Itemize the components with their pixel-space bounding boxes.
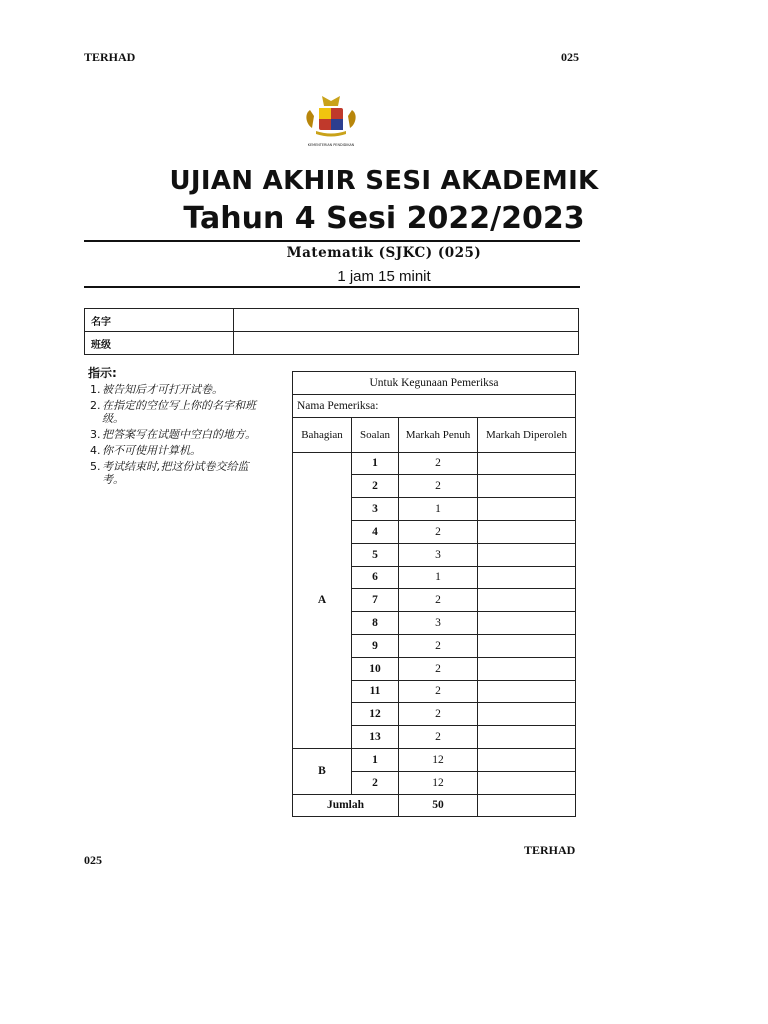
marks-obtained-cell[interactable]	[478, 748, 576, 771]
question-number: 4	[352, 520, 399, 543]
score-row	[293, 452, 576, 475]
col-header-question: Soalan	[352, 417, 399, 452]
marks-obtained-cell[interactable]	[478, 680, 576, 703]
question-number: 3	[352, 498, 399, 521]
marks-obtained-cell[interactable]	[478, 498, 576, 521]
question-number: 6	[352, 566, 399, 589]
student-info-table	[84, 308, 579, 355]
full-marks-cell: 2	[399, 726, 478, 749]
total-obtained-cell[interactable]	[478, 794, 576, 817]
marks-obtained-cell[interactable]	[478, 566, 576, 589]
marks-obtained-cell[interactable]	[478, 726, 576, 749]
question-number: 2	[352, 475, 399, 498]
examiner-name-field[interactable]: Nama Pemeriksa:	[293, 394, 576, 417]
question-number: 8	[352, 612, 399, 635]
total-full-marks: 50	[399, 794, 478, 817]
logo-caption: KEMENTERIAN PENDIDIKAN	[307, 143, 355, 147]
instruction-item: 5. 考试结束时,把这份试卷交给监考。	[90, 460, 249, 486]
col-header-full-marks: Markah Penuh	[399, 417, 478, 452]
examiner-score-table	[292, 371, 576, 817]
marks-obtained-cell[interactable]	[478, 520, 576, 543]
marks-obtained-cell[interactable]	[478, 657, 576, 680]
full-marks-cell: 1	[399, 566, 478, 589]
full-marks-cell: 2	[399, 634, 478, 657]
class-label: 班级	[85, 332, 234, 355]
full-marks-cell: 2	[399, 657, 478, 680]
question-number: 11	[352, 680, 399, 703]
question-number: 1	[352, 452, 399, 475]
instruction-item: 4. 你不可使用计算机。	[90, 444, 201, 457]
score-row	[293, 748, 576, 771]
exam-title: UJIAN AKHIR SESI AKADEMIK	[169, 166, 599, 196]
marks-obtained-cell[interactable]	[478, 612, 576, 635]
question-number: 13	[352, 726, 399, 749]
full-marks-cell: 2	[399, 680, 478, 703]
full-marks-cell: 2	[399, 520, 478, 543]
marks-obtained-cell[interactable]	[478, 703, 576, 726]
question-number: 7	[352, 589, 399, 612]
exam-subject: Matematik (SJKC) (025)	[286, 245, 482, 261]
instructions-list	[90, 383, 260, 489]
full-marks-cell: 1	[399, 498, 478, 521]
full-marks-cell: 2	[399, 703, 478, 726]
instruction-item: 2. 在指定的空位写上你的名字和班级。	[90, 399, 256, 425]
exam-year-session: Tahun 4 Sesi 2022/2023	[183, 201, 585, 236]
full-marks-cell: 12	[399, 771, 478, 794]
question-number: 2	[352, 771, 399, 794]
footer-page-code: 025	[84, 853, 102, 867]
marks-obtained-cell[interactable]	[478, 589, 576, 612]
marks-obtained-cell[interactable]	[478, 543, 576, 566]
full-marks-cell: 2	[399, 475, 478, 498]
question-number: 9	[352, 634, 399, 657]
score-table-title: Untuk Kegunaan Pemeriksa	[293, 372, 576, 395]
question-number: 1	[352, 748, 399, 771]
col-header-section: Bahagian	[293, 417, 352, 452]
divider-top	[84, 240, 580, 242]
class-field[interactable]	[234, 332, 579, 355]
col-header-marks-obtained: Markah Diperoleh	[478, 417, 576, 452]
instruction-item: 3. 把答案写在试题中空白的地方。	[90, 428, 256, 441]
instruction-item: 1. 被告知后才可打开试卷。	[90, 383, 223, 396]
question-number: 12	[352, 703, 399, 726]
full-marks-cell: 2	[399, 589, 478, 612]
full-marks-cell: 2	[399, 452, 478, 475]
question-number: 5	[352, 543, 399, 566]
question-number: 10	[352, 657, 399, 680]
ministry-crest-logo	[302, 94, 360, 148]
divider-bottom	[84, 286, 580, 288]
footer-classification: TERHAD	[524, 843, 576, 857]
score-table-body	[293, 452, 576, 794]
marks-obtained-cell[interactable]	[478, 452, 576, 475]
total-label: Jumlah	[293, 794, 399, 817]
section-label: A	[293, 452, 352, 748]
name-label: 名字	[85, 309, 234, 332]
marks-obtained-cell[interactable]	[478, 475, 576, 498]
marks-obtained-cell[interactable]	[478, 634, 576, 657]
section-label: B	[293, 748, 352, 794]
header-code: 025	[561, 50, 579, 64]
marks-obtained-cell[interactable]	[478, 771, 576, 794]
instructions-title: 指示:	[88, 366, 117, 380]
header-classification: TERHAD	[84, 50, 136, 64]
full-marks-cell: 3	[399, 612, 478, 635]
name-field[interactable]	[234, 309, 579, 332]
full-marks-cell: 12	[399, 748, 478, 771]
full-marks-cell: 3	[399, 543, 478, 566]
exam-duration: 1 jam 15 minit	[337, 268, 431, 285]
